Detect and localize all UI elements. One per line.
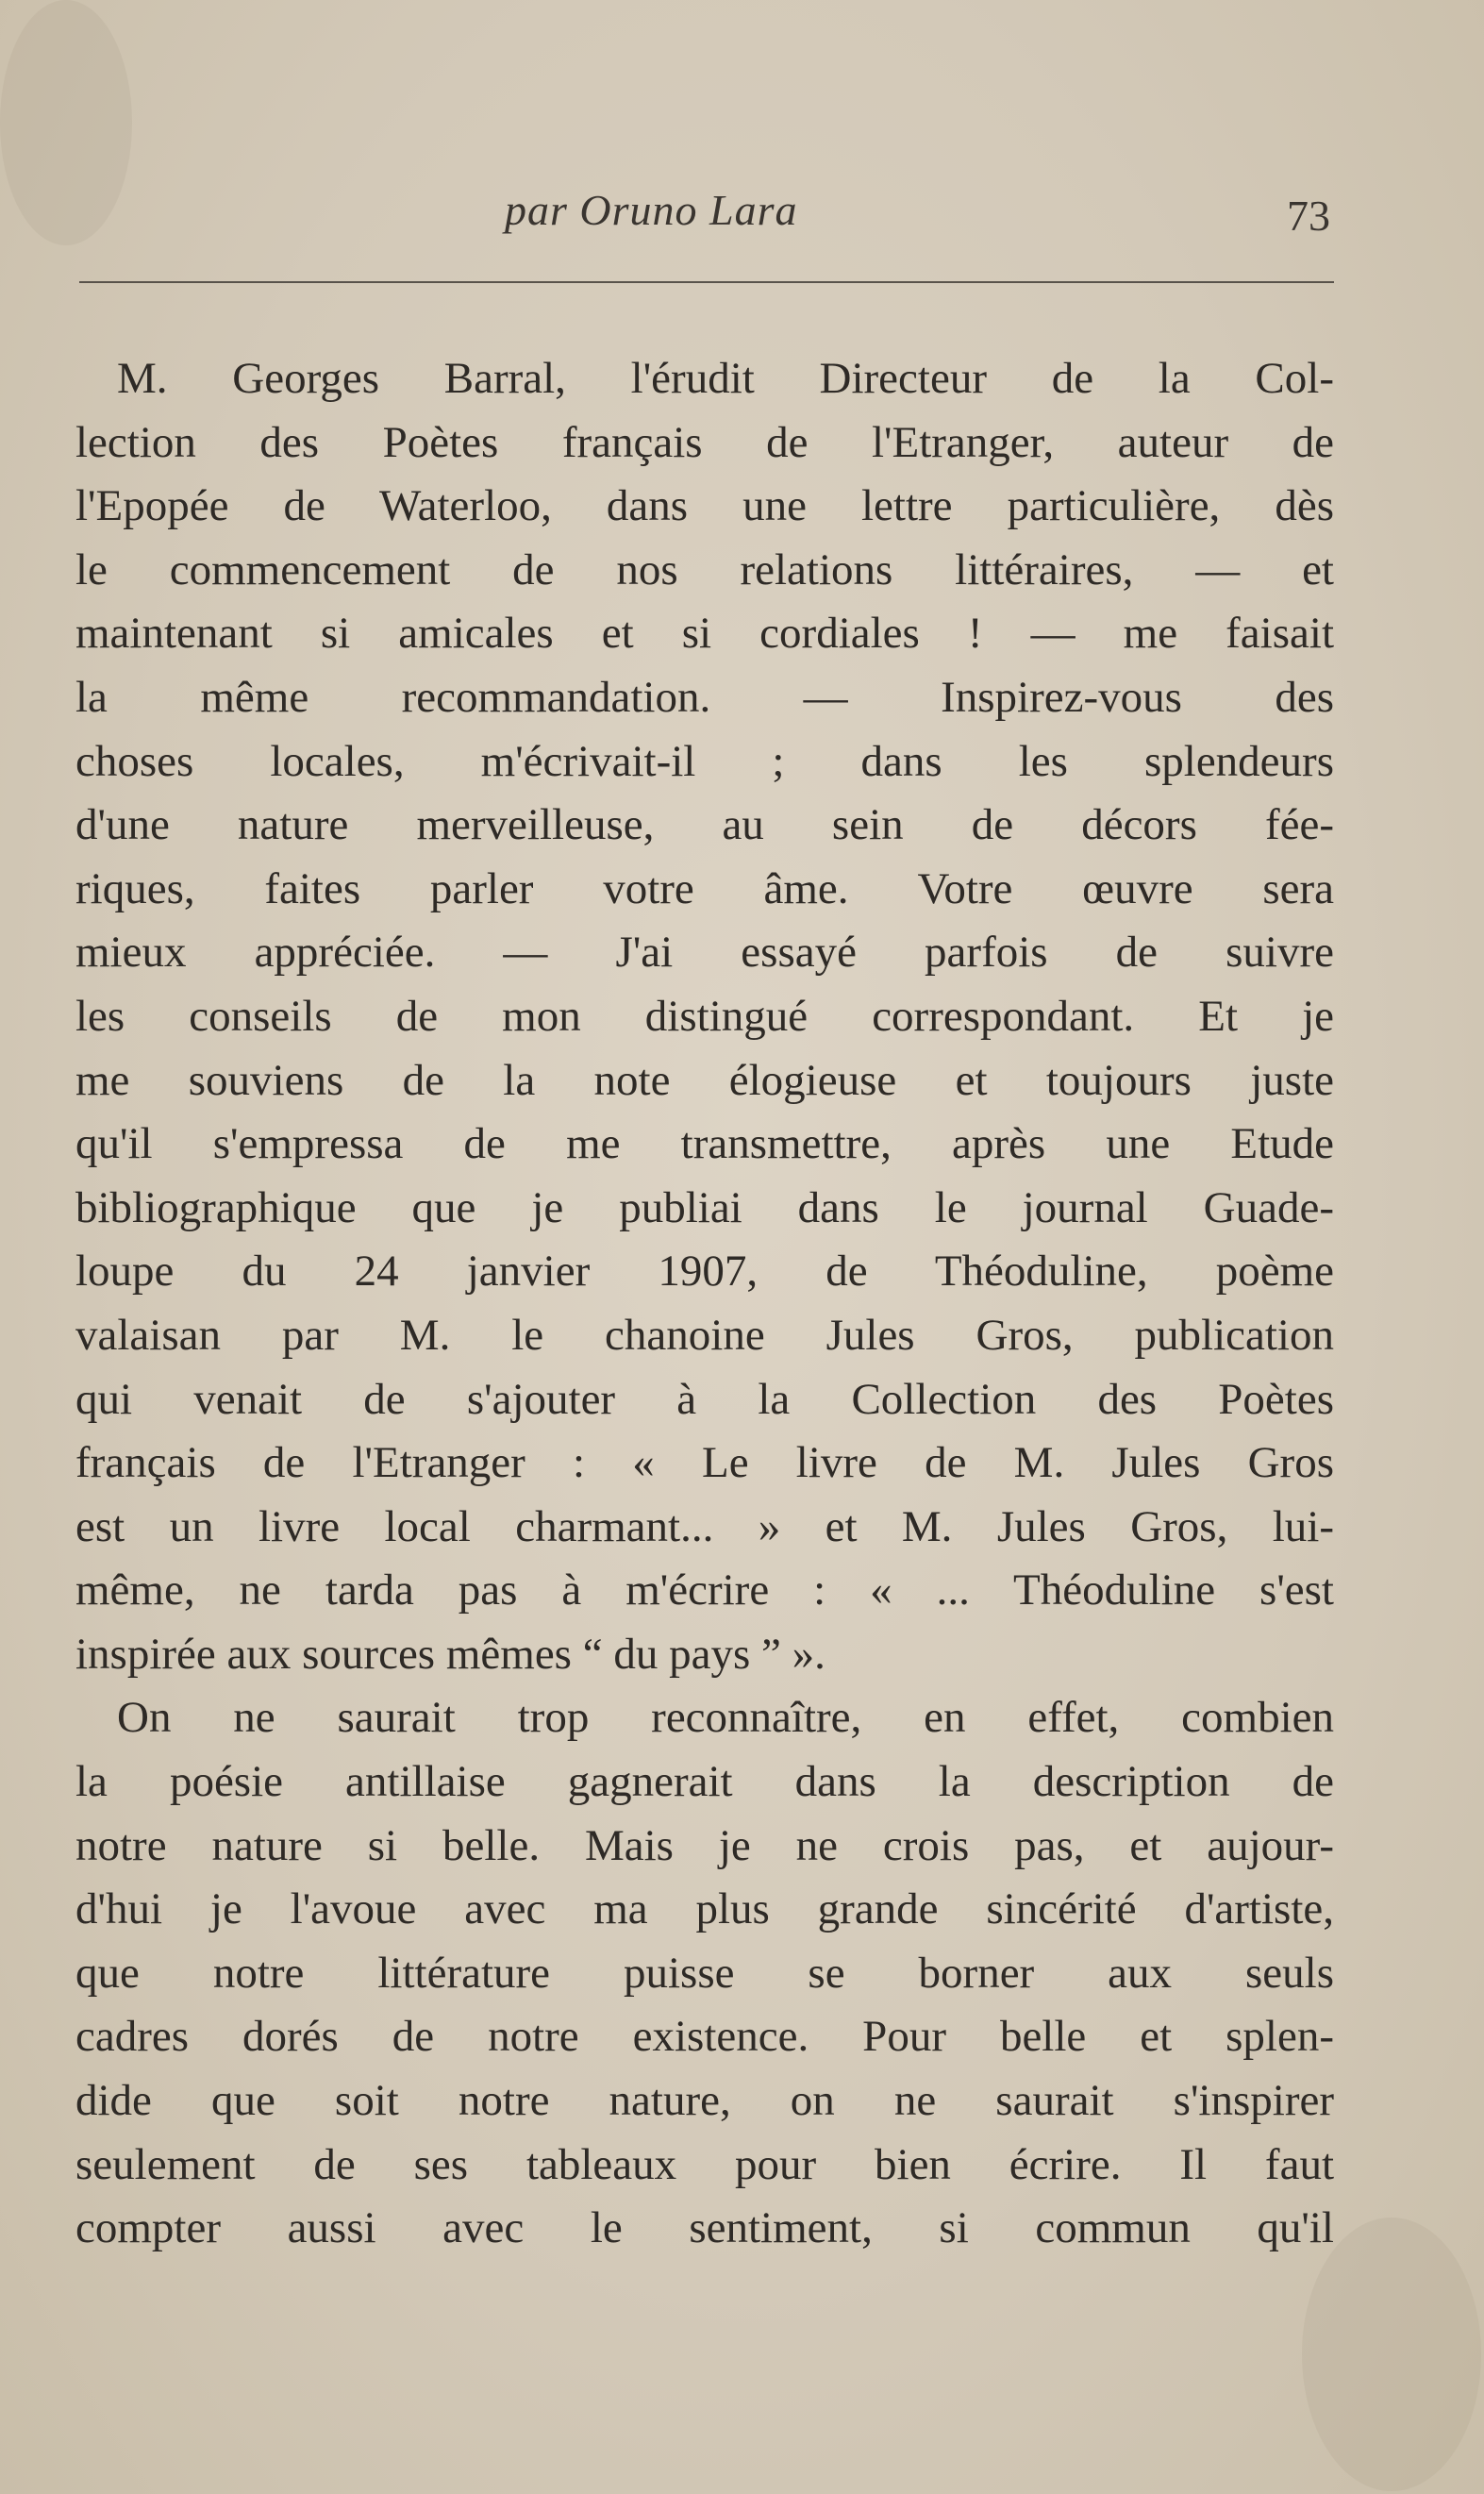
text-line: mieux appréciée. — J'ai essayé parfois de suivre [75,928,1334,978]
text-line: qui venait de s'ajouter à la Collection des Poètes [75,1374,1334,1424]
text-line: la même recommandation. — Inspirez-vous des [75,672,1334,722]
text-line: compter aussi avec le sentiment, si commun qu'il [75,2203,1334,2253]
text-line: cadres dorés de notre existence. Pour belle et splen- [75,2012,1334,2062]
text-line: le commencement de nos relations littéraires, — et [75,544,1334,594]
text-line: maintenant si amicales et si cordiales ! — me faisait [75,609,1334,659]
running-title: par Oruno Lara [505,186,798,234]
text-line: que notre littérature puisse se borner aux seuls [75,1948,1334,1998]
text-line: lection des Poètes français de l'Etranger, auteur de [75,417,1334,467]
text-line: M. Georges Barral, l'érudit Directeur de la Col- [117,354,1334,403]
text-line: français de l'Etranger : « Le livre de M. Jules Gros [75,1438,1334,1488]
text-line: valaisan par M. le chanoine Jules Gros, publication [75,1310,1334,1360]
text-line: seulement de ses tableaux pour bien écrire. Il faut [75,2139,1334,2189]
body-text [75,347,1334,2261]
text-line: choses locales, m'écrivait-il ; dans les splendeurs [75,736,1334,786]
text-line: d'une nature merveilleuse, au sein de décors fée- [75,800,1334,850]
text-line: l'Epopée de Waterloo, dans une lettre particulière, dès [75,481,1334,531]
text-line: d'hui je l'avoue avec ma plus grande sincérité d'artiste, [75,1884,1334,1934]
text-line: même, ne tarda pas à m'écrire : « ... Théoduline s'est [75,1565,1334,1615]
text-line: On ne saurait trop reconnaître, en effet, combien [117,1693,1334,1743]
text-line: inspirée aux sources mêmes “ du pays ” ». [75,1629,825,1679]
page-number: 73 [1287,192,1330,240]
text-line: qu'il s'empressa de me transmettre, après une Etude [75,1119,1334,1169]
text-line: la poésie antillaise gagnerait dans la description de [75,1757,1334,1807]
text-line: est un livre local charmant... » et M. Jules Gros, lui- [75,1501,1334,1551]
text-line: dide que soit notre nature, on ne saurait s'inspirer [75,2076,1334,2126]
text-line: loupe du 24 janvier 1907, de Théoduline, poème [75,1247,1334,1297]
text-line: les conseils de mon distingué correspondant. Et je [75,991,1334,1041]
text-line: bibliographique que je publiai dans le journal Guade- [75,1182,1334,1232]
page-header [75,185,1330,251]
header-rule [79,281,1334,283]
text-line: riques, faites parler votre âme. Votre œuvre sera [75,863,1334,913]
text-line: me souviens de la note élogieuse et toujours juste [75,1055,1334,1105]
text-line: notre nature si belle. Mais je ne crois pas, et aujour- [75,1820,1334,1870]
